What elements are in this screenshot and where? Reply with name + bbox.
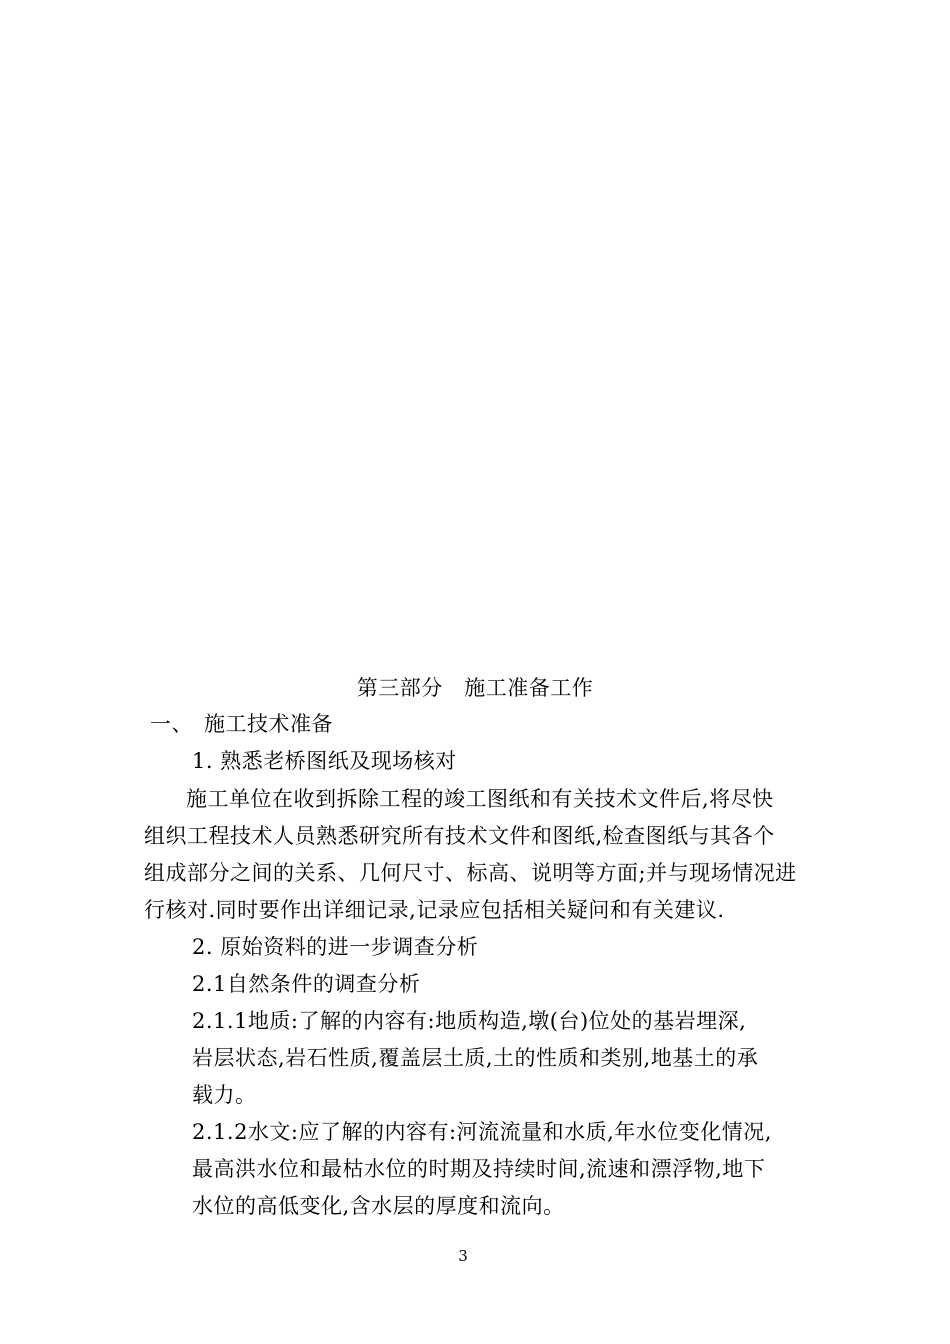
item-2-1-1-line: 载力。 — [192, 1083, 257, 1107]
subheading-1: 1. 熟悉老桥图纸及现场核对 — [192, 749, 457, 773]
item-2-1-1-line: 岩层状态,岩石性质,覆盖层土质,土的性质和类别,地基土的承 — [192, 1046, 759, 1070]
subheading-2-1: 2.1自然条件的调查分析 — [192, 972, 421, 996]
page-number: 3 — [458, 1247, 468, 1265]
section-heading: 一、 施工技术准备 — [150, 712, 333, 736]
paragraph-1-line: 组成部分之间的关系、几何尺寸、标高、说明等方面;并与现场情况进 — [144, 861, 797, 885]
item-2-1-2-line: 水位的高低变化,含水层的厚度和流向。 — [192, 1194, 565, 1218]
section-title: 第三部分 施工准备工作 — [356, 676, 594, 700]
paragraph-1-line: 组织工程技术人员熟悉研究所有技术文件和图纸,检查图纸与其各个 — [144, 824, 775, 848]
item-2-1-2-line: 2.1.2水文:应了解的内容有:河流流量和水质,年水位变化情况, — [192, 1120, 772, 1144]
item-2-1-2-line: 最高洪水位和最枯水位的时期及持续时间,流速和漂浮物,地下 — [192, 1157, 766, 1181]
paragraph-1-line: 行核对.同时要作出详细记录,记录应包括相关疑问和有关建议. — [144, 898, 725, 922]
item-2-1-1-line: 2.1.1地质:了解的内容有:地质构造,墩(台)位处的基岩埋深, — [192, 1009, 747, 1033]
subheading-2: 2. 原始资料的进一步调查分析 — [192, 935, 479, 959]
paragraph-1-line: 施工单位在收到拆除工程的竣工图纸和有关技术文件后,将尽快 — [186, 787, 774, 811]
